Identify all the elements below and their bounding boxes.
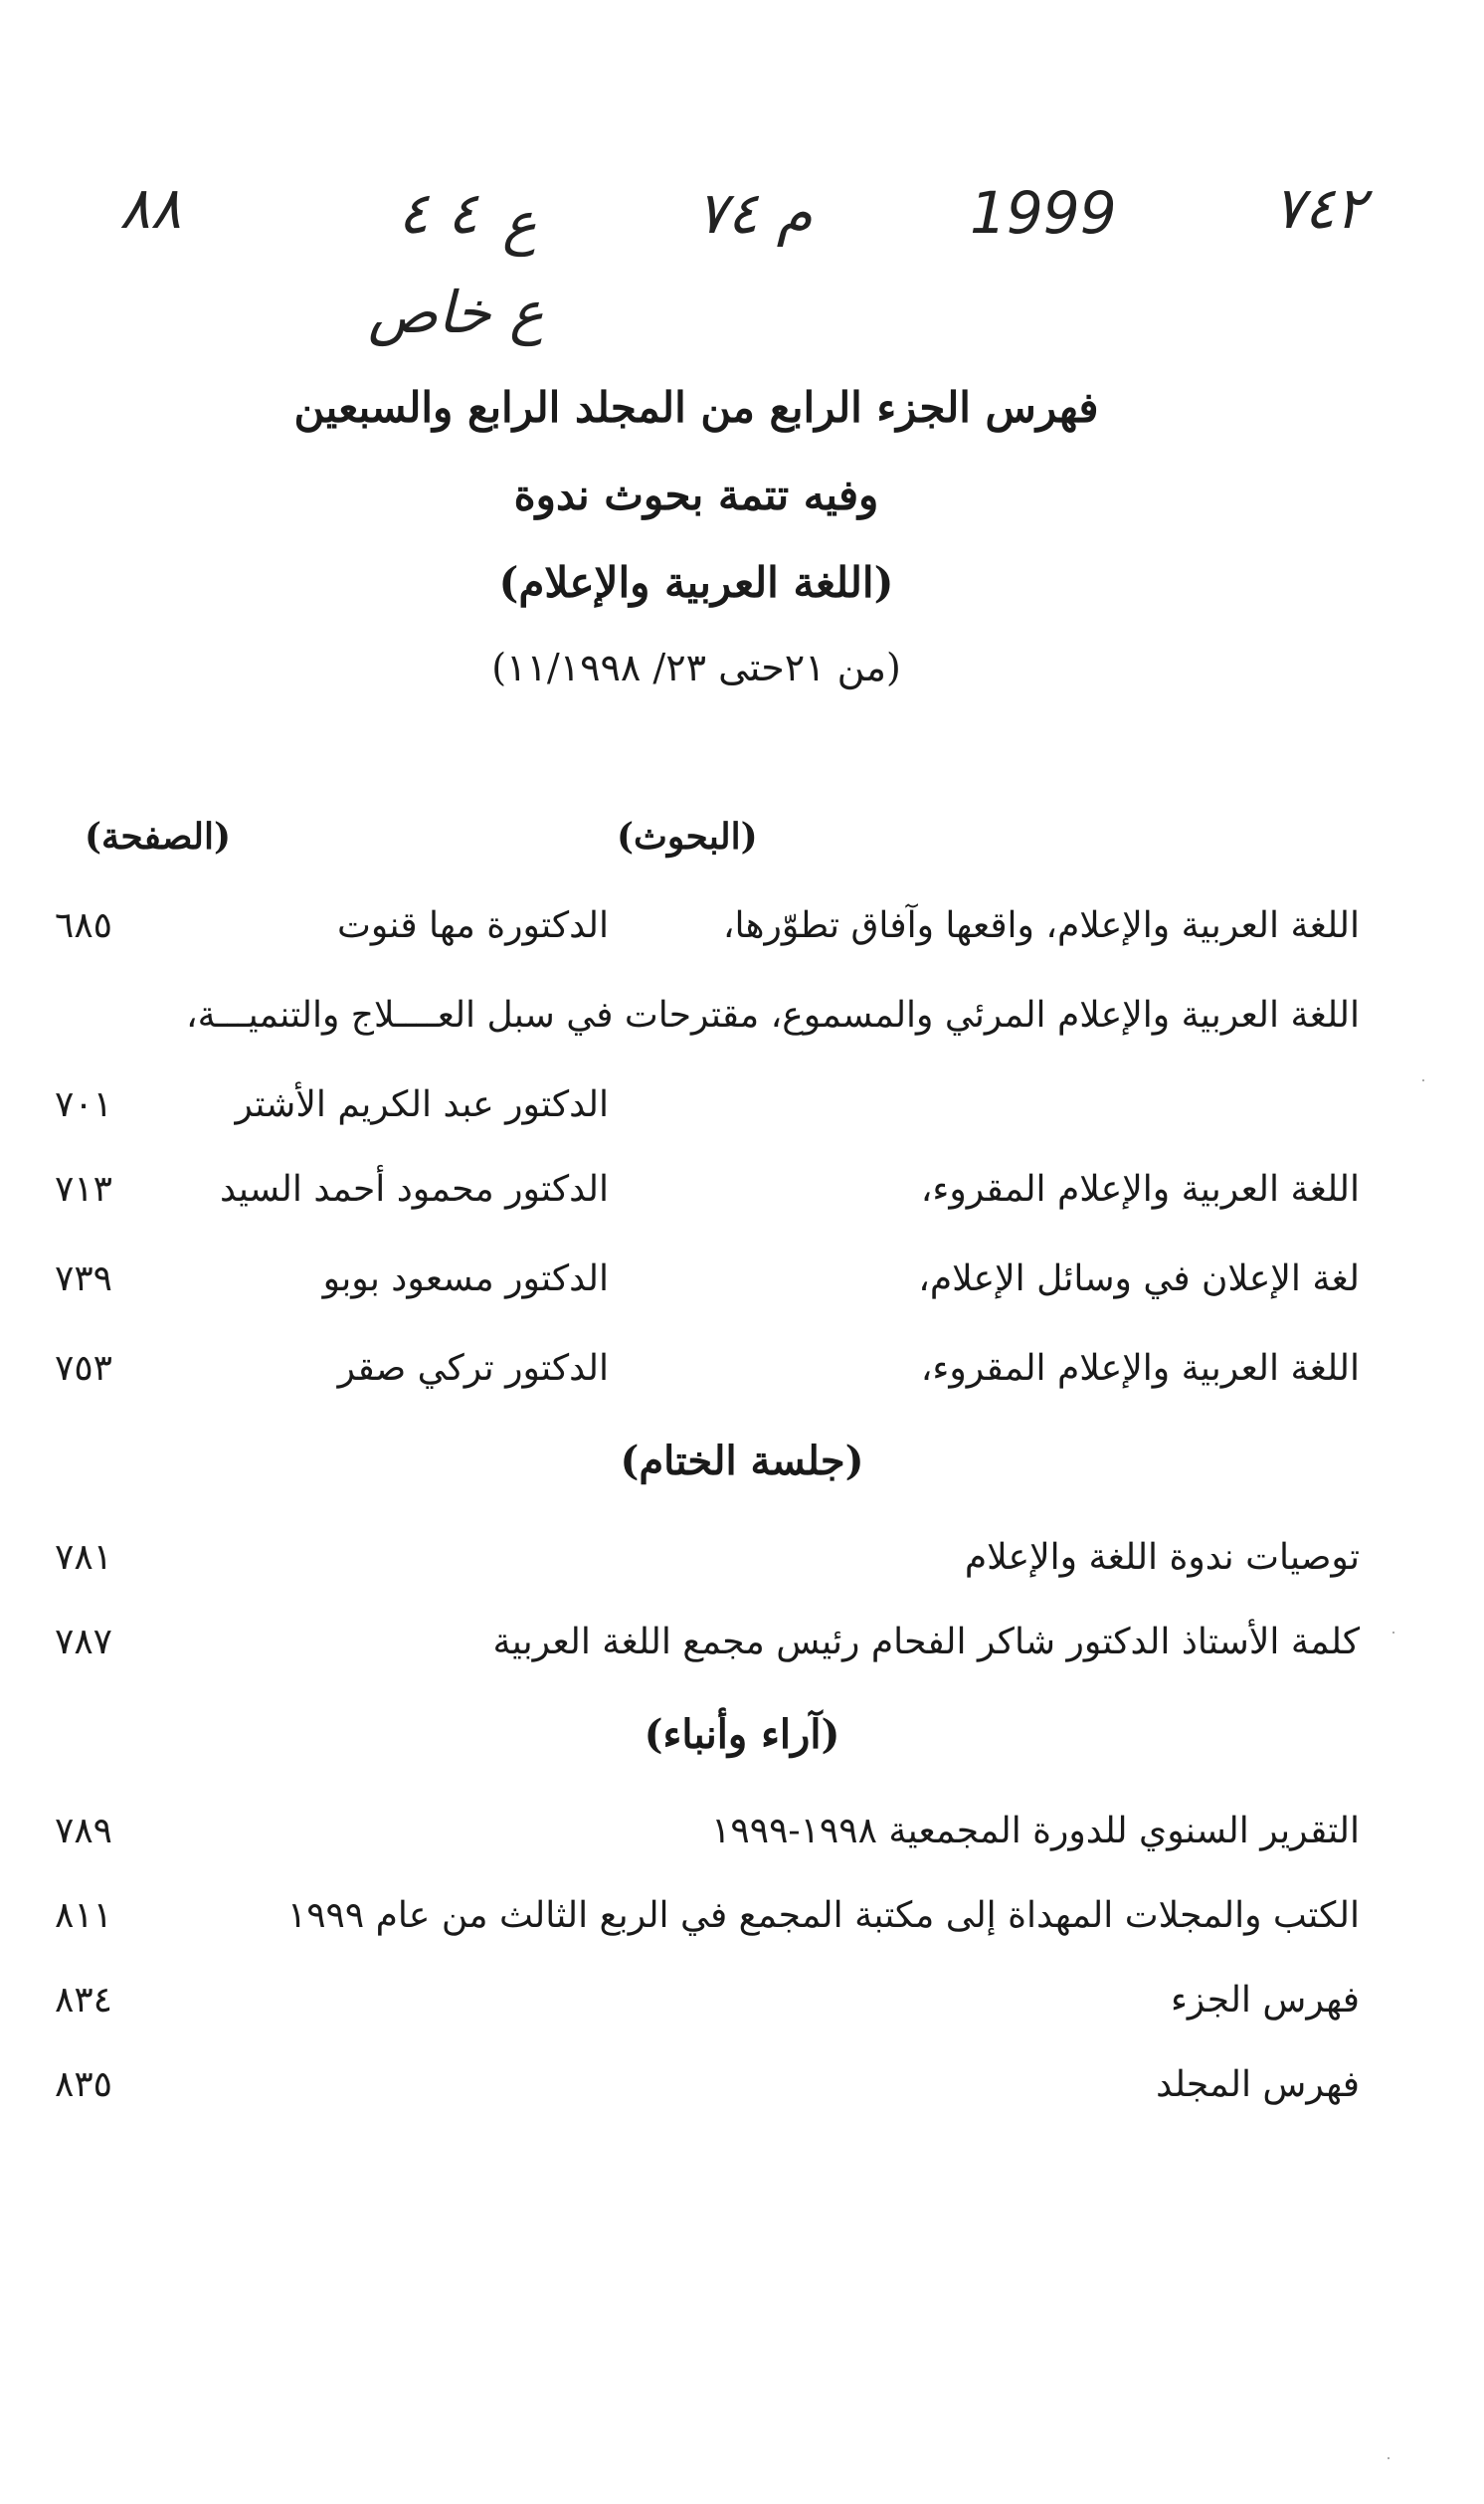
- entry-page: ٨٣٥: [55, 2064, 113, 2105]
- entry-author: الدكتور مسعود بوبو: [322, 1258, 609, 1299]
- entry-page: ٧٨١: [55, 1537, 113, 1578]
- index-title: فهرس الجزء الرابع من المجلد الرابع والسبعين: [293, 383, 1099, 432]
- entry-title: لغة الإعلان في وسائل الإعلام،: [918, 1258, 1360, 1299]
- entry-author: الدكتور تركي صقر: [337, 1348, 609, 1389]
- research-heading: (البحوث): [617, 816, 758, 858]
- entry-author: الدكتور عبد الكريم الأشتر: [235, 1084, 609, 1125]
- handwritten-code: ٧٤٢: [1273, 174, 1367, 242]
- toc-row: [0, 1622, 1484, 1681]
- entry-title: اللغة العربية والإعلام المقروء،: [920, 1348, 1360, 1389]
- entry-title: فهرس المجلد: [1156, 2064, 1360, 2105]
- handwritten-mark-2: ع: [502, 189, 537, 257]
- toc-row: [0, 1537, 1484, 1597]
- handwritten-volume: م ٧٤: [696, 179, 813, 247]
- opinions-news-heading: (آراء وأنباء): [644, 1711, 840, 1758]
- entry-title: اللغة العربية والإعلام المرئي والمسموع، مقترحات في سبل العــــلاج والتنميـــة،: [186, 995, 1360, 1036]
- toc-row: [0, 1811, 1484, 1870]
- entry-page: ٦٨٥: [55, 905, 113, 946]
- scan-speck: [1388, 2457, 1390, 2459]
- toc-row: [0, 905, 1484, 965]
- toc-row: [0, 1348, 1484, 1408]
- entry-page: ٧١٣: [55, 1169, 113, 1210]
- toc-row: [0, 1980, 1484, 2039]
- handwritten-special-note: ع خاص: [368, 279, 544, 346]
- page-column-heading: (الصفحة): [85, 816, 232, 858]
- toc-row: [0, 1895, 1484, 1955]
- entry-page: ٨١١: [55, 1895, 113, 1936]
- toc-row: [0, 995, 1484, 1055]
- entry-page: ٧٨٧: [55, 1622, 113, 1662]
- entry-page: ٧٨٩: [55, 1811, 113, 1851]
- entry-title: توصيات ندوة اللغة والإعلام: [964, 1537, 1360, 1578]
- toc-row: [0, 1169, 1484, 1229]
- closing-session-heading: (جلسة الختام): [620, 1438, 864, 1484]
- entry-page: ٧٥٣: [55, 1348, 113, 1389]
- handwritten-year: 1999: [970, 179, 1117, 247]
- entry-title: فهرس الجزء: [1170, 1980, 1360, 2021]
- entry-title: كلمة الأستاذ الدكتور شاكر الفحام رئيس مجمع اللغة العربية: [492, 1622, 1360, 1662]
- handwritten-mark-1: ٤ ٤: [398, 179, 478, 247]
- entry-page: ٧٠١: [55, 1084, 113, 1125]
- symposium-name: (اللغة العربية والإعلام): [498, 558, 894, 607]
- entry-title: اللغة العربية والإعلام المقروء،: [920, 1169, 1360, 1210]
- toc-row: [0, 1258, 1484, 1318]
- title-block: [199, 383, 1194, 725]
- scan-speck: [1422, 1079, 1424, 1081]
- entry-page: ٨٣٤: [55, 1980, 113, 2021]
- entry-page: ٧٣٩: [55, 1258, 113, 1299]
- toc-row: [0, 2064, 1484, 2124]
- entry-title: الكتب والمجلات المهداة إلى مكتبة المجمع في الربع الثالث من عام ١٩٩٩: [286, 1895, 1360, 1936]
- toc-row: [0, 1084, 1484, 1144]
- entry-author: الدكتور محمود أحمد السيد: [220, 1169, 609, 1210]
- symposium-dates: (من ٢١حتى ٢٣/ ١١/١٩٩٨): [491, 646, 901, 689]
- entry-author: الدكتورة مها قنوت: [336, 905, 609, 946]
- scan-speck: [1392, 1632, 1394, 1634]
- entry-title: اللغة العربية والإعلام، واقعها وآفاق تطوّرها،: [722, 905, 1360, 946]
- index-subtitle: وفيه تتمة بحوث ندوة: [513, 471, 879, 519]
- handwritten-number-88: ٨٨: [119, 174, 182, 242]
- entry-title: التقرير السنوي للدورة المجمعية ١٩٩٨-١٩٩٩: [711, 1811, 1360, 1851]
